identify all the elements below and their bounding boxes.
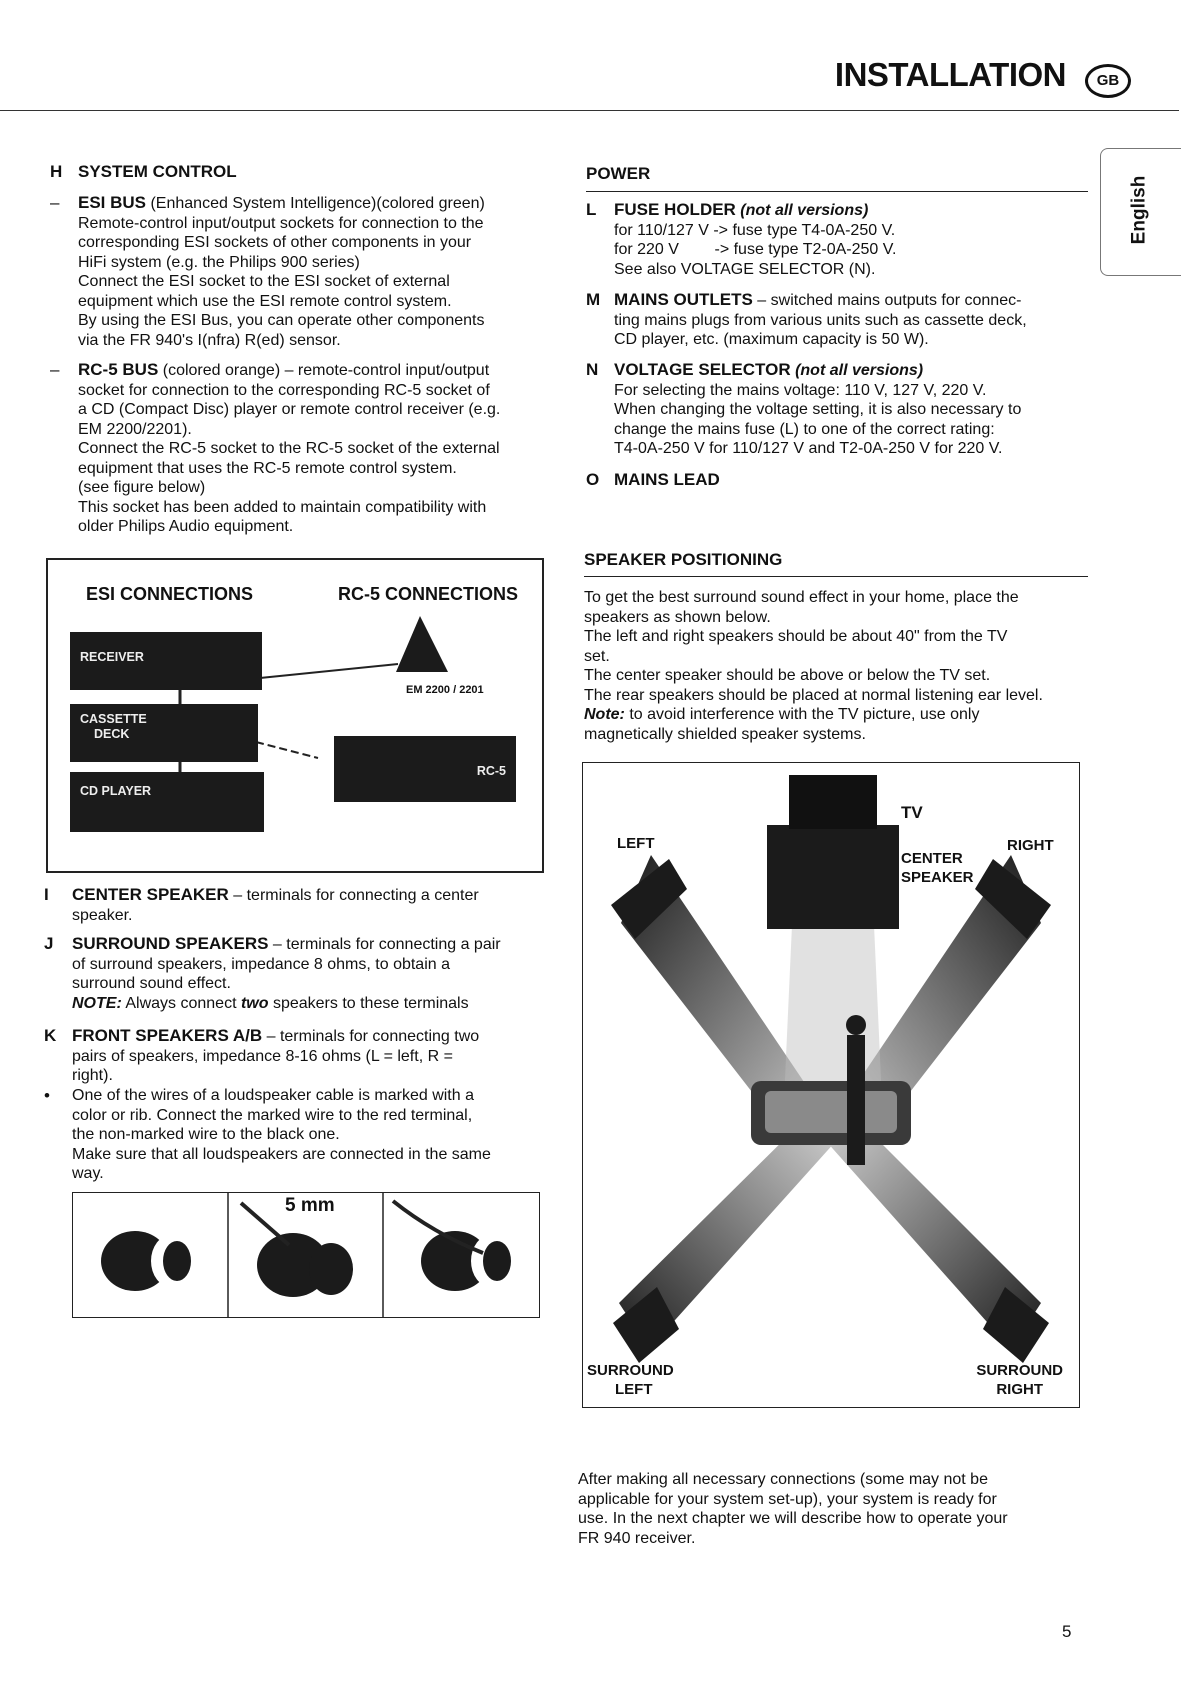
language-tab <box>1100 148 1181 276</box>
rc5-line: Connect the RC-5 socket to the RC-5 socket of the external <box>78 440 500 457</box>
measurement-label: 5 mm <box>285 1195 335 1216</box>
fuse-holder-note: (not all versions) <box>735 202 869 219</box>
positioning-note-text: magnetically shielded speaker systems. <box>584 725 866 743</box>
closing-line: FR 940 receiver. <box>578 1529 696 1547</box>
page-title: INSTALLATION <box>834 56 1066 93</box>
esi-line: corresponding ESI sockets of other components in your <box>78 234 472 251</box>
closing-line: use. In the next chapter we will describe how to operate your <box>578 1510 1008 1527</box>
surround-left-label-line: SURROUND <box>587 1362 674 1379</box>
wiring-bullet <box>44 1086 574 1184</box>
item-letter: N <box>586 360 599 379</box>
item-letter: K <box>44 1026 57 1045</box>
speaker-layout-figure <box>582 762 1080 1408</box>
rc5-connections-label: RC-5 CONNECTIONS <box>338 584 519 604</box>
surround-speakers-text: surround sound effect. <box>72 975 231 992</box>
rc5-line: (see figure below) <box>78 479 206 496</box>
bullet-icon: • <box>44 1086 50 1105</box>
note-text: speakers to these terminals <box>268 994 469 1012</box>
power-title: POWER <box>586 164 651 183</box>
closing-paragraph <box>578 1470 1088 1548</box>
rc5-line: socket for connection to the corresponding RC-5 socket of <box>78 381 490 399</box>
center-speaker-label-line: SPEAKER <box>901 869 974 886</box>
fuse-line: for 220 V -> fuse type T2-0A-250 V. <box>614 241 897 258</box>
esi-bus-block <box>50 193 570 350</box>
bullet-line: One of the wires of a loudspeaker cable is marked with a <box>72 1087 474 1104</box>
surround-right-label-line: RIGHT <box>996 1381 1043 1398</box>
esi-line: By using the ESI Bus, you can operate other components <box>78 312 485 329</box>
bullet-line: the non-marked wire to the black one. <box>72 1126 340 1143</box>
bullet-line: color or rib. Connect the marked wire to the red terminal, <box>72 1106 473 1124</box>
section-title: SYSTEM CONTROL <box>78 162 237 181</box>
surround-left-label <box>587 1361 674 1399</box>
center-speaker-text: – terminals for connecting a center <box>228 887 479 904</box>
mains-outlets-text: ting mains plugs from various units such as cassette deck, <box>614 311 1027 329</box>
right-speaker-label: RIGHT <box>1007 837 1054 854</box>
rc5-line: older Philips Audio equipment. <box>78 518 294 535</box>
page-number: 5 <box>1062 1622 1072 1641</box>
language-badge: GB <box>1085 64 1131 98</box>
section-system-control <box>50 162 570 182</box>
cassette-label: DECK <box>94 727 130 741</box>
speaker-layout-drawing <box>583 763 1079 1407</box>
note-label: NOTE: <box>72 994 122 1012</box>
esi-line: Connect the ESI socket to the ESI socket of external <box>78 273 450 290</box>
positioning-line: The left and right speakers should be about 40" from the TV <box>584 628 1008 645</box>
receiver-label: RECEIVER <box>80 650 144 664</box>
front-speakers-item <box>44 1026 574 1086</box>
speaker-positioning-divider <box>584 576 1088 577</box>
rc5-unit-label: RC-5 <box>476 764 506 778</box>
cd-player-unit <box>70 772 264 832</box>
esi-line: (Enhanced System Intelligence)(colored green) <box>146 195 485 212</box>
fuse-holder-item <box>586 200 1086 279</box>
center-speaker-text: speaker. <box>72 906 133 924</box>
receiver-unit <box>70 632 262 690</box>
mains-outlets-title: MAINS OUTLETS <box>614 290 753 309</box>
rc5-unit <box>334 736 516 802</box>
tv-label: TV <box>901 803 923 822</box>
fuse-line: See also VOLTAGE SELECTOR (N). <box>614 260 876 278</box>
mains-outlets-item <box>586 290 1096 350</box>
bullet-line: way. <box>72 1165 104 1182</box>
surround-right-label-line: SURROUND <box>976 1362 1063 1379</box>
note-emphasis: two <box>240 994 269 1012</box>
em-model-label: EM 2200 / 2201 <box>406 684 484 696</box>
speaker-terminal-figure <box>72 1192 540 1318</box>
rc5-line: EM 2200/2201). <box>78 420 192 438</box>
dash: – <box>50 360 60 379</box>
surround-right-label <box>965 1361 1063 1399</box>
front-speakers-text: – terminals for connecting two <box>262 1028 480 1045</box>
voltage-line: For selecting the mains voltage: 110 V, 127 V, 220 V. <box>614 381 987 399</box>
esi-line: via the FR 940's I(nfra) R(ed) sensor. <box>78 331 341 349</box>
rc5-bus-block <box>50 360 570 537</box>
item-letter: L <box>586 200 597 219</box>
positioning-line: speakers as shown below. <box>584 608 771 626</box>
mains-lead-item <box>586 470 1086 490</box>
surround-speakers-text: of surround speakers, impedance 8 ohms, to obtain a <box>72 955 450 973</box>
language-tab-label: English <box>1128 175 1150 245</box>
mains-lead-title: MAINS LEAD <box>614 470 720 489</box>
positioning-note-text: to avoid interference with the TV picture, use only <box>624 706 980 723</box>
item-letter: O <box>586 470 600 489</box>
rc5-line: (colored orange) – remote-control input/output <box>158 362 490 379</box>
esi-bus-title: ESI BUS <box>78 193 147 212</box>
front-speakers-title: FRONT SPEAKERS A/B <box>72 1026 263 1045</box>
positioning-line: To get the best surround sound effect in your home, place the <box>584 589 1019 606</box>
surround-speakers-item <box>44 934 574 1013</box>
voltage-line: When changing the voltage setting, it is also necessary to <box>614 401 1022 418</box>
item-letter: J <box>44 934 54 953</box>
speaker-positioning-title: SPEAKER POSITIONING <box>584 550 783 569</box>
mains-outlets-text: CD player, etc. (maximum capacity is 50 W). <box>614 331 929 348</box>
fuse-holder-title: FUSE HOLDER <box>614 200 736 219</box>
center-speaker-label-line: CENTER <box>901 850 963 867</box>
esi-connections-label: ESI CONNECTIONS <box>86 584 254 604</box>
rc5-line: equipment that uses the RC-5 remote control system. <box>78 459 457 477</box>
positioning-line: The center speaker should be above or below the TV set. <box>584 667 991 684</box>
mains-outlets-text: – switched mains outputs for connec- <box>752 292 1022 309</box>
fuse-line: for 110/127 V -> fuse type T4-0A-250 V. <box>614 221 896 239</box>
cd-player-label: CD PLAYER <box>80 784 152 798</box>
rc5-line: a CD (Compact Disc) player or remote control receiver (e.g. <box>78 401 501 418</box>
voltage-line: T4-0A-250 V for 110/127 V and T2-0A-250 V for 220 V. <box>614 440 1003 457</box>
surround-left-label-line: LEFT <box>615 1381 653 1398</box>
dash: – <box>50 193 60 212</box>
note-text: Always connect <box>121 994 241 1012</box>
rc5-line: This socket has been added to maintain compatibility with <box>78 498 487 516</box>
closing-line: After making all necessary connections (some may not be <box>578 1471 988 1488</box>
header-divider <box>0 110 1179 111</box>
left-speaker-label: LEFT <box>617 835 655 852</box>
surround-speakers-text: – terminals for connecting a pair <box>268 936 501 953</box>
center-speaker-item <box>44 885 564 925</box>
voltage-selector-item <box>586 360 1096 459</box>
power-divider <box>586 191 1088 192</box>
cassette-deck-unit <box>70 704 258 762</box>
positioning-note-label: Note: <box>584 706 625 723</box>
voltage-line: change the mains fuse (L) to one of the correct rating: <box>614 420 995 438</box>
section-letter: H <box>50 162 63 181</box>
front-speakers-text: pairs of speakers, impedance 8-16 ohms (L = left, R = <box>72 1047 453 1065</box>
center-speaker-label <box>901 849 974 887</box>
center-speaker-title: CENTER SPEAKER <box>72 885 229 904</box>
item-letter: M <box>586 290 601 309</box>
cassette-label: CASSETTE <box>80 712 147 726</box>
esi-line: HiFi system (e.g. the Philips 900 series) <box>78 253 360 271</box>
voltage-selector-title: VOLTAGE SELECTOR <box>614 360 791 379</box>
voltage-selector-note: (not all versions) <box>790 362 924 379</box>
esi-line: Remote-control input/output sockets for connection to the <box>78 214 484 232</box>
esi-line: equipment which use the ESI remote control system. <box>78 292 452 310</box>
closing-line: applicable for your system set-up), your system is ready for <box>578 1490 997 1508</box>
speaker-positioning-text <box>584 588 1094 744</box>
rc5-bus-title: RC-5 BUS <box>78 360 159 379</box>
connections-figure <box>46 558 544 873</box>
bullet-line: Make sure that all loudspeakers are connected in the same <box>72 1145 491 1163</box>
item-letter: I <box>44 885 49 904</box>
positioning-line: The rear speakers should be placed at normal listening ear level. <box>584 686 1043 704</box>
surround-speakers-title: SURROUND SPEAKERS <box>72 934 269 953</box>
front-speakers-text: right). <box>72 1067 113 1084</box>
positioning-line: set. <box>584 647 610 665</box>
